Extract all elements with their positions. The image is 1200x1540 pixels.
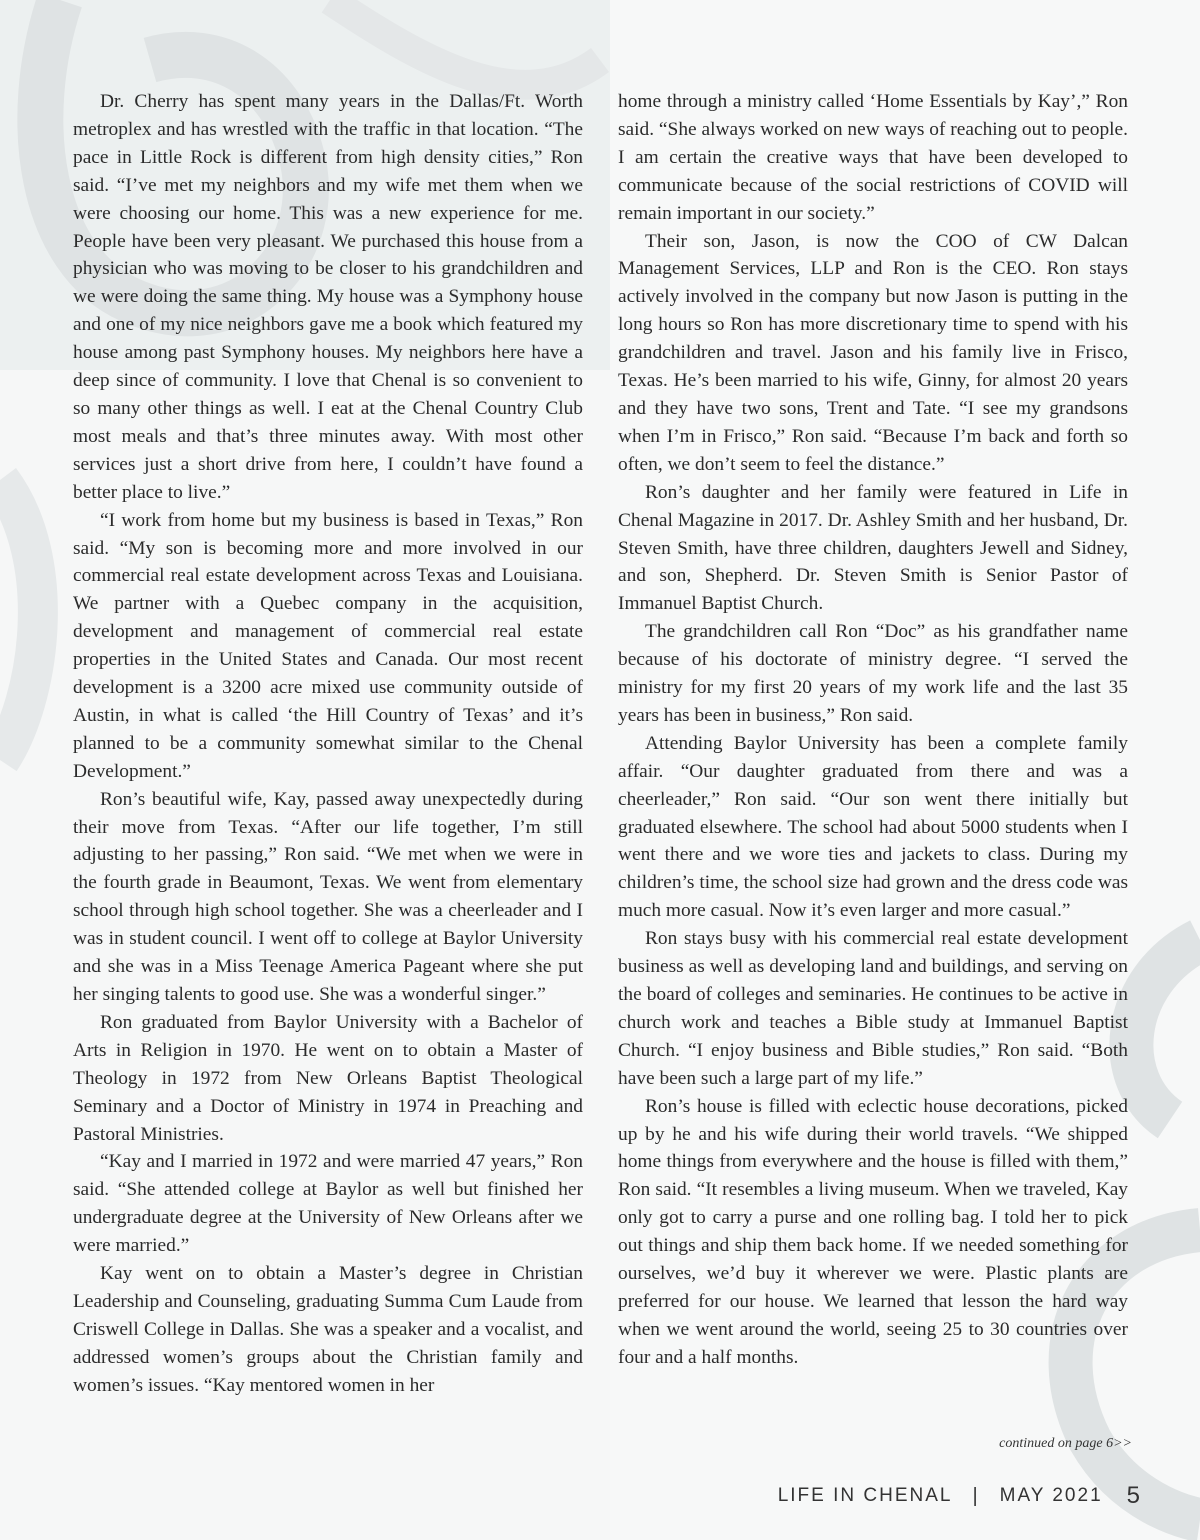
- page-number: 5: [1126, 1482, 1140, 1509]
- paragraph: Kay went on to obtain a Master’s degree in Christian Leadership and Counseling, graduating Summa Cum Laude from Criswell College in Dallas. She was a speaker and a vocalist, and addressed women’s groups about the Christian family and women’s issues. “Kay mentored women in her: [73, 1263, 583, 1396]
- swirl-left-arc: [0, 480, 38, 760]
- article-column-left: [73, 88, 583, 1400]
- paragraph: Ron stays busy with his commercial real estate development business as well as developing land and buildings, and serving on the board of colleges and seminaries. He continues to be active in church work and teaches a Bible study at Immanuel Baptist Church. “I enjoy business and Bible studies,” Ron said. “Both have been such a large part of my life.”: [618, 928, 1128, 1089]
- continued-on-page-note: continued on page 6>>: [999, 1436, 1132, 1451]
- paragraph: Ron graduated from Baylor University with a Bachelor of Arts in Religion in 1970. He went on to obtain a Master of Theology in 1972 from New Orleans Baptist Theological Seminary and a Doctor of Ministry in 1974 in Preaching and Pastoral Ministries.: [73, 1011, 583, 1145]
- swirl-top-arc: [330, 0, 600, 85]
- paragraph: Ron’s daughter and her family were featured in Life in Chenal Magazine in 2017. Dr. Ashley Smith and her husband, Dr. Steven Smith, have three children, daughters Jewell and Sidney, and son, Shepherd. Dr. Steven Smith is Senior Pastor of Immanuel Baptist Church.: [618, 481, 1128, 615]
- footer-separator: |: [972, 1484, 980, 1507]
- paragraph: Attending Baylor University has been a complete family affair. “Our daughter graduated from there and was a cheerleader,” Ron said. “Our son went there initially but graduated elsewhere. The school had about 5000 students when I went there and we wore ties and jackets to class. During my children’s time, the school size had grown and the dress code was much more casual. Now it’s even larger and more casual.”: [618, 732, 1128, 922]
- paragraph: Ron’s house is filled with eclectic house decorations, picked up by he and his wife during their world travels. “We shipped home things from everywhere and the house is filled with them,” Ron said. “It resembles a living museum. When we traveled, Kay only got to carry a purse and one rolling bag. I told her to pick out things and ship them back home. If we needed something for ourselves, we’d buy it wherever we were. Plastic plants are preferred for our house. We learned that lesson the hard way when we went around the world, seeing 25 to 30 countries over four and a half months.: [618, 1095, 1128, 1368]
- paragraph: “Kay and I married in 1972 and were married 47 years,” Ron said. “She attended college at Baylor as well but finished her undergraduate degree at the University of New Orleans after we were married.”: [73, 1151, 583, 1257]
- issue-date: MAY 2021: [999, 1485, 1103, 1506]
- paragraph: “I work from home but my business is based in Texas,” Ron said. “My son is becoming more and more involved in our commercial real estate development across Texas and Louisiana. We partner with a Quebec company in the acquisition, development and management of commercial real estate properties in the United States and Canada. Our most recent development is a 3200 acre mixed use community outside of Austin, in what is called ‘the Hill Country of Texas’ and it’s planned to be a community somewhat similar to the Chenal Development.”: [73, 509, 583, 782]
- article-column-right: [618, 88, 1128, 1372]
- page-footer: [778, 1482, 1140, 1510]
- paragraph: Ron’s beautiful wife, Kay, passed away unexpectedly during their move from Texas. “After our life together, I’m still adjusting to her passing,” Ron said. “We met when we were in the fourth grade in Beaumont, Texas. We went from elementary school through high school together. She was a cheerleader and I was in student council. I went off to college at Baylor University and she was in a Miss Teenage America Pageant where she put her singing talents to good use. She was a wonderful singer.”: [73, 788, 583, 1005]
- magazine-title: LIFE IN CHENAL: [777, 1485, 953, 1506]
- paragraph: Dr. Cherry has spent many years in the Dallas/Ft. Worth metroplex and has wrestled with the traffic in that location. “The pace in Little Rock is different from high density cities,” Ron said. “I’ve met my neighbors and my wife met them when we were choosing our home. This was a new experience for me. People have been very pleasant. We purchased this house from a physician who was moving to be closer to his grandchildren and we were doing the same thing. My house was a Symphony house and one of my nice neighbors gave me a book which featured my house among past Symphony houses. My neighbors here have a deep since of community. I love that Chenal is so convenient to so many other things as well. I eat at the Chenal Country Club most meals and that’s three minutes away. With most other services just a short drive from here, I couldn’t have found a better place to live.”: [73, 91, 583, 503]
- paragraph: Their son, Jason, is now the COO of CW Dalcan Management Services, LLP and Ron is the CEO. Ron stays actively involved in the company but now Jason is putting in the long hours so Ron has more discretionary time to spend with his grandchildren and travel. Jason and his family live in Frisco, Texas. He’s been married to his wife, Ginny, for almost 20 years and they have two sons, Trent and Tate. “I see my grandsons when I’m in Frisco,” Ron said. “Because I’m back and forth so often, we don’t seem to feel the distance.”: [618, 230, 1128, 475]
- swirl-right-upper: [1131, 940, 1200, 1120]
- paragraph-continued: home through a ministry called ‘Home Essentials by Kay’,” Ron said. “She always worked on new ways of reaching out to people. I am certain the creative ways that have been developed to communicate because of the social restrictions of COVID will remain important in our society.”: [618, 91, 1128, 224]
- paragraph: The grandchildren call Ron “Doc” as his grandfather name because of his doctorate of ministry degree. “I served the ministry for my first 20 years of my work life and the last 35 years has been in business,” Ron said.: [618, 621, 1128, 726]
